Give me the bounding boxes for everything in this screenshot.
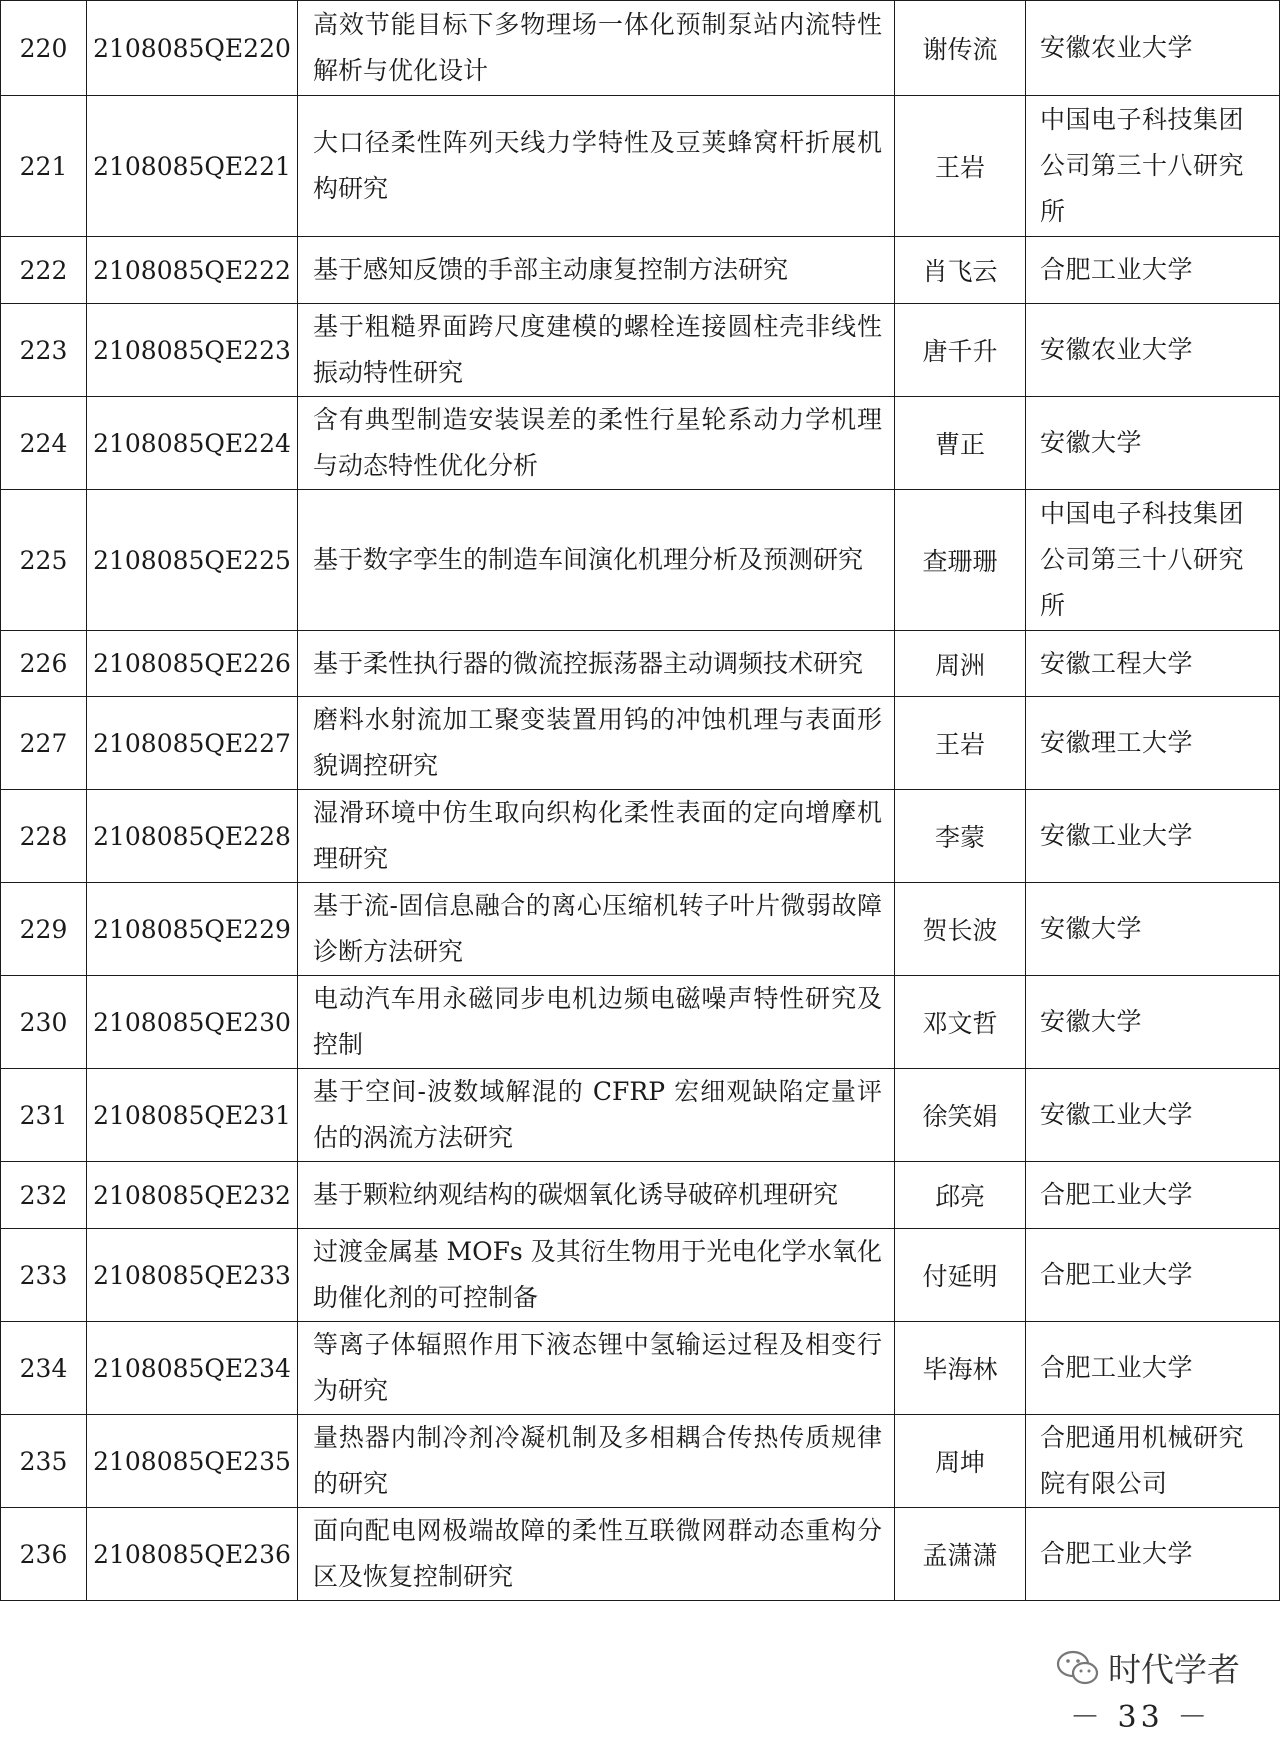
- row-number-cell: 235: [1, 1415, 87, 1508]
- institution-cell: 安徽大学: [1026, 397, 1280, 490]
- principal-investigator-cell: 孟潇潇: [895, 1508, 1026, 1601]
- principal-investigator-cell: 肖飞云: [895, 237, 1026, 304]
- institution-cell: 中国电子科技集团公司第三十八研究所: [1026, 490, 1280, 631]
- row-number-cell: 225: [1, 490, 87, 631]
- project-code-cell: 2108085QE225: [87, 490, 298, 631]
- table-row: [1, 790, 1280, 883]
- institution-cell: 合肥工业大学: [1026, 1162, 1280, 1229]
- watermark: [1056, 1644, 1240, 1691]
- principal-investigator-cell: 李蒙: [895, 790, 1026, 883]
- project-title-cell: 量热器内制冷剂冷凝机制及多相耦合传热传质规律的研究: [298, 1415, 895, 1508]
- institution-cell: 安徽工业大学: [1026, 1069, 1280, 1162]
- row-number-cell: 223: [1, 304, 87, 397]
- project-title-cell: 过渡金属基 MOFs 及其衍生物用于光电化学水氧化助催化剂的可控制备: [298, 1229, 895, 1322]
- project-title-cell: 电动汽车用永磁同步电机边频电磁噪声特性研究及控制: [298, 976, 895, 1069]
- project-title-cell: 面向配电网极端故障的柔性互联微网群动态重构分区及恢复控制研究: [298, 1508, 895, 1601]
- institution-cell: 安徽工业大学: [1026, 790, 1280, 883]
- principal-investigator-cell: 邓文哲: [895, 976, 1026, 1069]
- institution-cell: 合肥工业大学: [1026, 1229, 1280, 1322]
- row-number-cell: 228: [1, 790, 87, 883]
- table-row: [1, 1, 1280, 96]
- row-number-cell: 234: [1, 1322, 87, 1415]
- project-title-cell: 含有典型制造安装误差的柔性行星轮系动力学机理与动态特性优化分析: [298, 397, 895, 490]
- project-code-cell: 2108085QE234: [87, 1322, 298, 1415]
- table-row: [1, 631, 1280, 697]
- principal-investigator-cell: 周坤: [895, 1415, 1026, 1508]
- table-row: [1, 697, 1280, 790]
- table-row: [1, 883, 1280, 976]
- project-code-cell: 2108085QE223: [87, 304, 298, 397]
- institution-cell: 中国电子科技集团公司第三十八研究所: [1026, 96, 1280, 237]
- institution-cell: 安徽农业大学: [1026, 304, 1280, 397]
- project-title-cell: 基于颗粒纳观结构的碳烟氧化诱导破碎机理研究: [298, 1162, 895, 1229]
- institution-cell: 安徽大学: [1026, 976, 1280, 1069]
- project-code-cell: 2108085QE235: [87, 1415, 298, 1508]
- row-number-cell: 229: [1, 883, 87, 976]
- principal-investigator-cell: 王岩: [895, 697, 1026, 790]
- table-row: [1, 1162, 1280, 1229]
- table-row: [1, 96, 1280, 237]
- row-number-cell: 220: [1, 1, 87, 96]
- project-code-cell: 2108085QE233: [87, 1229, 298, 1322]
- project-title-cell: 磨料水射流加工聚变装置用钨的冲蚀机理与表面形貌调控研究: [298, 697, 895, 790]
- wechat-icon: [1056, 1649, 1100, 1687]
- project-code-cell: 2108085QE224: [87, 397, 298, 490]
- table-body: [1, 1, 1280, 1601]
- table-row: [1, 1415, 1280, 1508]
- row-number-cell: 233: [1, 1229, 87, 1322]
- table-row: [1, 490, 1280, 631]
- institution-cell: 安徽理工大学: [1026, 697, 1280, 790]
- project-title-cell: 基于流-固信息融合的离心压缩机转子叶片微弱故障诊断方法研究: [298, 883, 895, 976]
- row-number-cell: 231: [1, 1069, 87, 1162]
- institution-cell: 安徽工程大学: [1026, 631, 1280, 697]
- table-row: [1, 304, 1280, 397]
- project-title-cell: 基于粗糙界面跨尺度建模的螺栓连接圆柱壳非线性振动特性研究: [298, 304, 895, 397]
- principal-investigator-cell: 邱亮: [895, 1162, 1026, 1229]
- project-title-cell: 基于感知反馈的手部主动康复控制方法研究: [298, 237, 895, 304]
- row-number-cell: 232: [1, 1162, 87, 1229]
- institution-cell: 合肥工业大学: [1026, 1322, 1280, 1415]
- principal-investigator-cell: 谢传流: [895, 1, 1026, 96]
- project-title-cell: 等离子体辐照作用下液态锂中氢输运过程及相变行为研究: [298, 1322, 895, 1415]
- project-code-cell: 2108085QE231: [87, 1069, 298, 1162]
- principal-investigator-cell: 周洲: [895, 631, 1026, 697]
- project-code-cell: 2108085QE222: [87, 237, 298, 304]
- project-code-cell: 2108085QE230: [87, 976, 298, 1069]
- principal-investigator-cell: 毕海林: [895, 1322, 1026, 1415]
- project-code-cell: 2108085QE226: [87, 631, 298, 697]
- principal-investigator-cell: 王岩: [895, 96, 1026, 237]
- table-row: [1, 1508, 1280, 1601]
- table-row: [1, 1069, 1280, 1162]
- row-number-cell: 236: [1, 1508, 87, 1601]
- project-title-cell: 湿滑环境中仿生取向织构化柔性表面的定向增摩机理研究: [298, 790, 895, 883]
- institution-cell: 安徽农业大学: [1026, 1, 1280, 96]
- project-code-cell: 2108085QE228: [87, 790, 298, 883]
- principal-investigator-cell: 徐笑娟: [895, 1069, 1026, 1162]
- institution-cell: 合肥工业大学: [1026, 237, 1280, 304]
- table-row: [1, 237, 1280, 304]
- project-title-cell: 高效节能目标下多物理场一体化预制泵站内流特性解析与优化设计: [298, 1, 895, 96]
- row-number-cell: 227: [1, 697, 87, 790]
- table-row: [1, 1229, 1280, 1322]
- watermark-text: 时代学者: [1108, 1650, 1240, 1689]
- page-number: － 33 －: [1070, 1700, 1212, 1735]
- institution-cell: 安徽大学: [1026, 883, 1280, 976]
- project-code-cell: 2108085QE220: [87, 1, 298, 96]
- project-title-cell: 基于空间-波数域解混的 CFRP 宏细观缺陷定量评估的涡流方法研究: [298, 1069, 895, 1162]
- row-number-cell: 226: [1, 631, 87, 697]
- table-row: [1, 976, 1280, 1069]
- principal-investigator-cell: 曹正: [895, 397, 1026, 490]
- table-row: [1, 1322, 1280, 1415]
- principal-investigator-cell: 贺长波: [895, 883, 1026, 976]
- project-title-cell: 大口径柔性阵列天线力学特性及豆荚蜂窝杆折展机构研究: [298, 96, 895, 237]
- project-code-cell: 2108085QE227: [87, 697, 298, 790]
- principal-investigator-cell: 付延明: [895, 1229, 1026, 1322]
- project-title-cell: 基于柔性执行器的微流控振荡器主动调频技术研究: [298, 631, 895, 697]
- institution-cell: 合肥工业大学: [1026, 1508, 1280, 1601]
- project-code-cell: 2108085QE221: [87, 96, 298, 237]
- row-number-cell: 224: [1, 397, 87, 490]
- row-number-cell: 222: [1, 237, 87, 304]
- project-title-cell: 基于数字孪生的制造车间演化机理分析及预测研究: [298, 490, 895, 631]
- table-row: [1, 397, 1280, 490]
- page-footer: [0, 1640, 1280, 1744]
- row-number-cell: 230: [1, 976, 87, 1069]
- project-code-cell: 2108085QE232: [87, 1162, 298, 1229]
- row-number-cell: 221: [1, 96, 87, 237]
- project-code-cell: 2108085QE229: [87, 883, 298, 976]
- project-code-cell: 2108085QE236: [87, 1508, 298, 1601]
- principal-investigator-cell: 唐千升: [895, 304, 1026, 397]
- principal-investigator-cell: 查珊珊: [895, 490, 1026, 631]
- institution-cell: 合肥通用机械研究院有限公司: [1026, 1415, 1280, 1508]
